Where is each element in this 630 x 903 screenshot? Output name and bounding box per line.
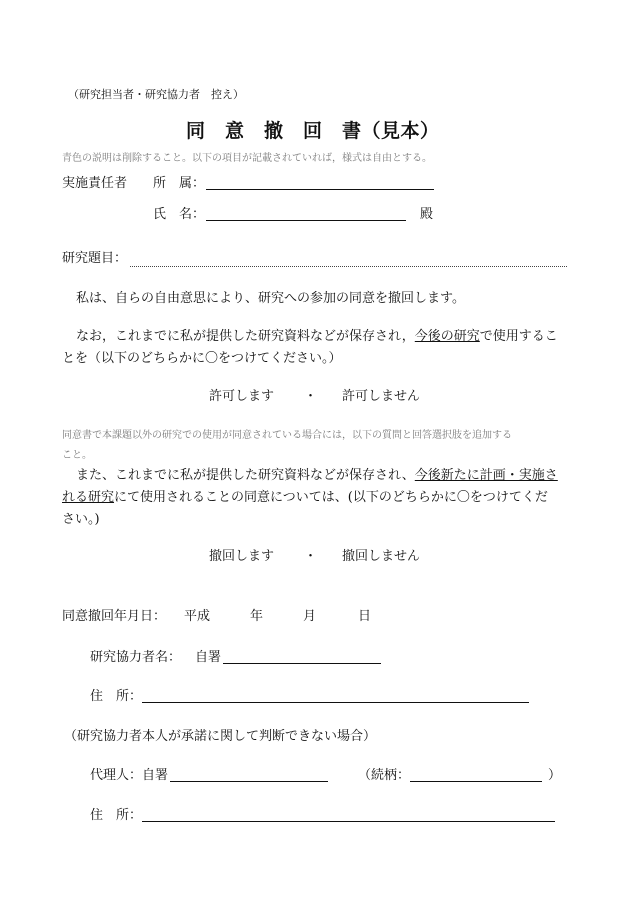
proxy-address-field[interactable]	[142, 803, 555, 822]
proxy-note: （研究協力者本人が承諾に関して判断できない場合）	[64, 729, 377, 744]
para1-line1-pre: なお，これまでに私が提供した研究資料などが保存され，	[76, 329, 415, 344]
collaborator-address-label: 住 所：	[90, 689, 143, 704]
name-label: 氏 名：	[153, 207, 206, 222]
proxy-address-label: 住 所：	[90, 808, 143, 823]
collaborator-signature-field[interactable]	[223, 645, 381, 664]
para1-line1-post: で使用するこ	[479, 329, 558, 344]
collaborator-name-label: 研究協力者名：	[90, 650, 182, 665]
date-year: 年	[250, 609, 264, 624]
collaborator-address-field[interactable]	[142, 684, 529, 703]
para2-line2-underline: れる研究	[62, 490, 115, 505]
para2-line1-pre: また、これまでに私が提供した研究資料などが保存され、	[76, 468, 415, 483]
para1-line1	[76, 325, 558, 344]
header-note: （研究担当者・研究協力者 控え）	[68, 88, 244, 101]
page-title: 同 意 撤 回 書（見本）	[186, 120, 440, 142]
para2-line2-post: にて使用されることの同意については、(以下のどちらかに〇をつけてくだ	[114, 490, 548, 505]
not-permit-option[interactable]: 許可しません	[342, 389, 421, 404]
choice1-separator: ・	[304, 389, 318, 404]
relation-open: （続柄：	[358, 768, 411, 783]
not-withdraw-option[interactable]: 撤回しません	[342, 549, 421, 564]
proxy-label: 代理人：自署	[90, 768, 169, 783]
affiliation-field[interactable]	[206, 171, 434, 190]
note2-line2: こと。	[62, 450, 92, 461]
affiliation-label: 所 属：	[153, 176, 206, 191]
date-label: 同意撤回年月日：	[62, 609, 167, 624]
honorific: 殿	[420, 207, 434, 222]
note2-line1: 同意書で本課題以外の研究での使用が同意されている場合には，以下の質問と回答選択肢を追加する	[62, 430, 512, 441]
instruction-note: 青色の説明は削除すること。以下の項目が記載されていれば，様式は自由とする。	[62, 153, 432, 164]
para2-line1-underline: 今後新たに計画・実施さ	[414, 468, 558, 483]
para1-line2: とを（以下のどちらかに〇をつけてください。）	[62, 351, 342, 366]
date-day: 日	[358, 609, 372, 624]
research-title-field[interactable]	[130, 248, 567, 267]
choice2-separator: ・	[304, 549, 318, 564]
para2-line3: さい。)	[62, 512, 100, 527]
proxy-signature-field[interactable]	[170, 763, 328, 782]
collaborator-sign-label: 自署	[195, 650, 222, 665]
para2-line2	[62, 486, 548, 505]
relation-field[interactable]	[410, 763, 542, 782]
permit-option[interactable]: 許可します	[209, 389, 275, 404]
withdraw-statement: 私は、自らの自由意思により、研究への参加の同意を撤回します。	[76, 291, 465, 306]
research-title-label: 研究題目：	[62, 251, 128, 266]
withdraw-option[interactable]: 撤回します	[209, 549, 275, 564]
responsible-label: 実施責任者	[62, 176, 128, 191]
para2-line1	[76, 464, 558, 483]
name-field[interactable]	[206, 202, 406, 221]
relation-close: ）	[548, 768, 562, 783]
date-month: 月	[303, 609, 317, 624]
date-era: 平成	[184, 609, 211, 624]
para1-line1-underline: 今後の研究	[414, 329, 480, 344]
